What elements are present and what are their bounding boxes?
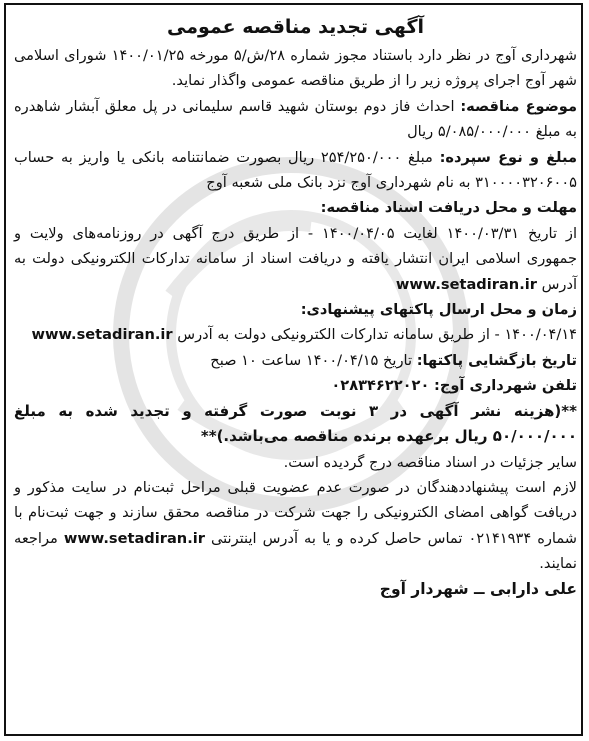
- phone-label: تلفن شهرداری آوج:: [434, 377, 577, 395]
- documents-url-link[interactable]: www.setadiran.ir: [395, 275, 537, 293]
- requirement-paragraph: [14, 475, 577, 577]
- documents-text: از تاریخ ۱۴۰۰/۰۳/۳۱ لغایت ۱۴۰۰/۰۴/۰۵ - از طریق درج آگهی در روزنامه‌های ولایت و جمهوری اسلامی ایران انتشار یافته و دریافت اسناد از سامانه تدارکات الکترونیکی دولت به آدرس: [14, 224, 578, 293]
- deposit-paragraph: [14, 145, 577, 196]
- notice-title: آگهی تجدید مناقصه عمومی: [166, 16, 425, 38]
- submission-paragraph: [14, 322, 577, 347]
- submission-heading: زمان و محل ارسال پاکتهای پیشنهادی:: [300, 301, 577, 319]
- opening-text: تاریخ ۱۴۰۰/۰۴/۱۵ ساعت ۱۰ صبح: [210, 351, 413, 369]
- opening-label: تاریخ بازگشایی پاکتها:: [416, 351, 577, 369]
- requirement-text: لازم است پیشنهاددهندگان در صورت عدم عضویت قبلی مراحل ثبت‌نام در سایت مذکور و دریافت گواهی امضای الکترونیکی را جهت شرکت در مناقصه محقق سازند و جهت ثبت‌نام با شماره ۰۲۱۴۱۹۳۴ تماس حاصل کرده و یا به آدرس اینترنتی: [14, 478, 578, 547]
- intro-paragraph: شهرداری آوج در نظر دارد باستناد مجوز شماره ۲۸/ش/۵ مورخه ۱۴۰۰/۰۱/۲۵ شورای اسلامی شهر آوج اجرای پروژه زیر را از طریق مناقصه عمومی واگذار نماید.: [14, 47, 577, 90]
- phone-paragraph: [14, 373, 577, 398]
- requirement-suffix: مراجعه نمایند.: [14, 529, 577, 573]
- signature: علی دارابی ــ شهردار آوج: [379, 579, 577, 598]
- notice-body: [14, 11, 577, 602]
- subject-label: موضوع مناقصه:: [460, 97, 577, 115]
- cost-notice: **(هزینه نشر آگهی در ۳ نوبت صورت گرفته و تجدید شده به مبلغ ۵۰/۰۰۰/۰۰۰ ریال برعهده برنده مناقصه می‌باشد.)**: [14, 401, 577, 446]
- notice-frame: [4, 3, 583, 736]
- subject-text: احداث فاز دوم بوستان شهید قاسم سلیمانی در پل معلق آبشار شاهدره به مبلغ ۵/۰۸۵/۰۰۰/۰۰۰ ریال: [14, 97, 577, 141]
- documents-heading: مهلت و محل دریافت اسناد مناقصه:: [320, 199, 577, 217]
- opening-paragraph: [14, 348, 577, 373]
- documents-paragraph: [14, 221, 577, 297]
- deposit-label: مبلغ و نوع سپرده:: [439, 148, 577, 166]
- requirement-url-link[interactable]: www.setadiran.ir: [63, 529, 205, 547]
- subject-paragraph: [14, 94, 577, 145]
- submission-text: ۱۴۰۰/۰۴/۱۴ - از طریق سامانه تدارکات الکترونیکی دولت به آدرس: [177, 326, 577, 344]
- phone-number: ۰۲۸۳۴۶۲۲۰۲۰: [331, 377, 430, 395]
- submission-url-link[interactable]: www.setadiran.ir: [31, 326, 173, 344]
- deposit-text: مبلغ ۲۵۴/۲۵۰/۰۰۰ ریال بصورت ضمانتنامه بانکی یا واریز به حساب ۳۱۰۰۰۰۳۲۰۶۰۰۵ به نام شهرداری آوج نزد بانک ملی شعبه آوج: [14, 148, 577, 192]
- details-paragraph: سایر جزئیات در اسناد مناقصه درج گردیده است.: [283, 453, 577, 471]
